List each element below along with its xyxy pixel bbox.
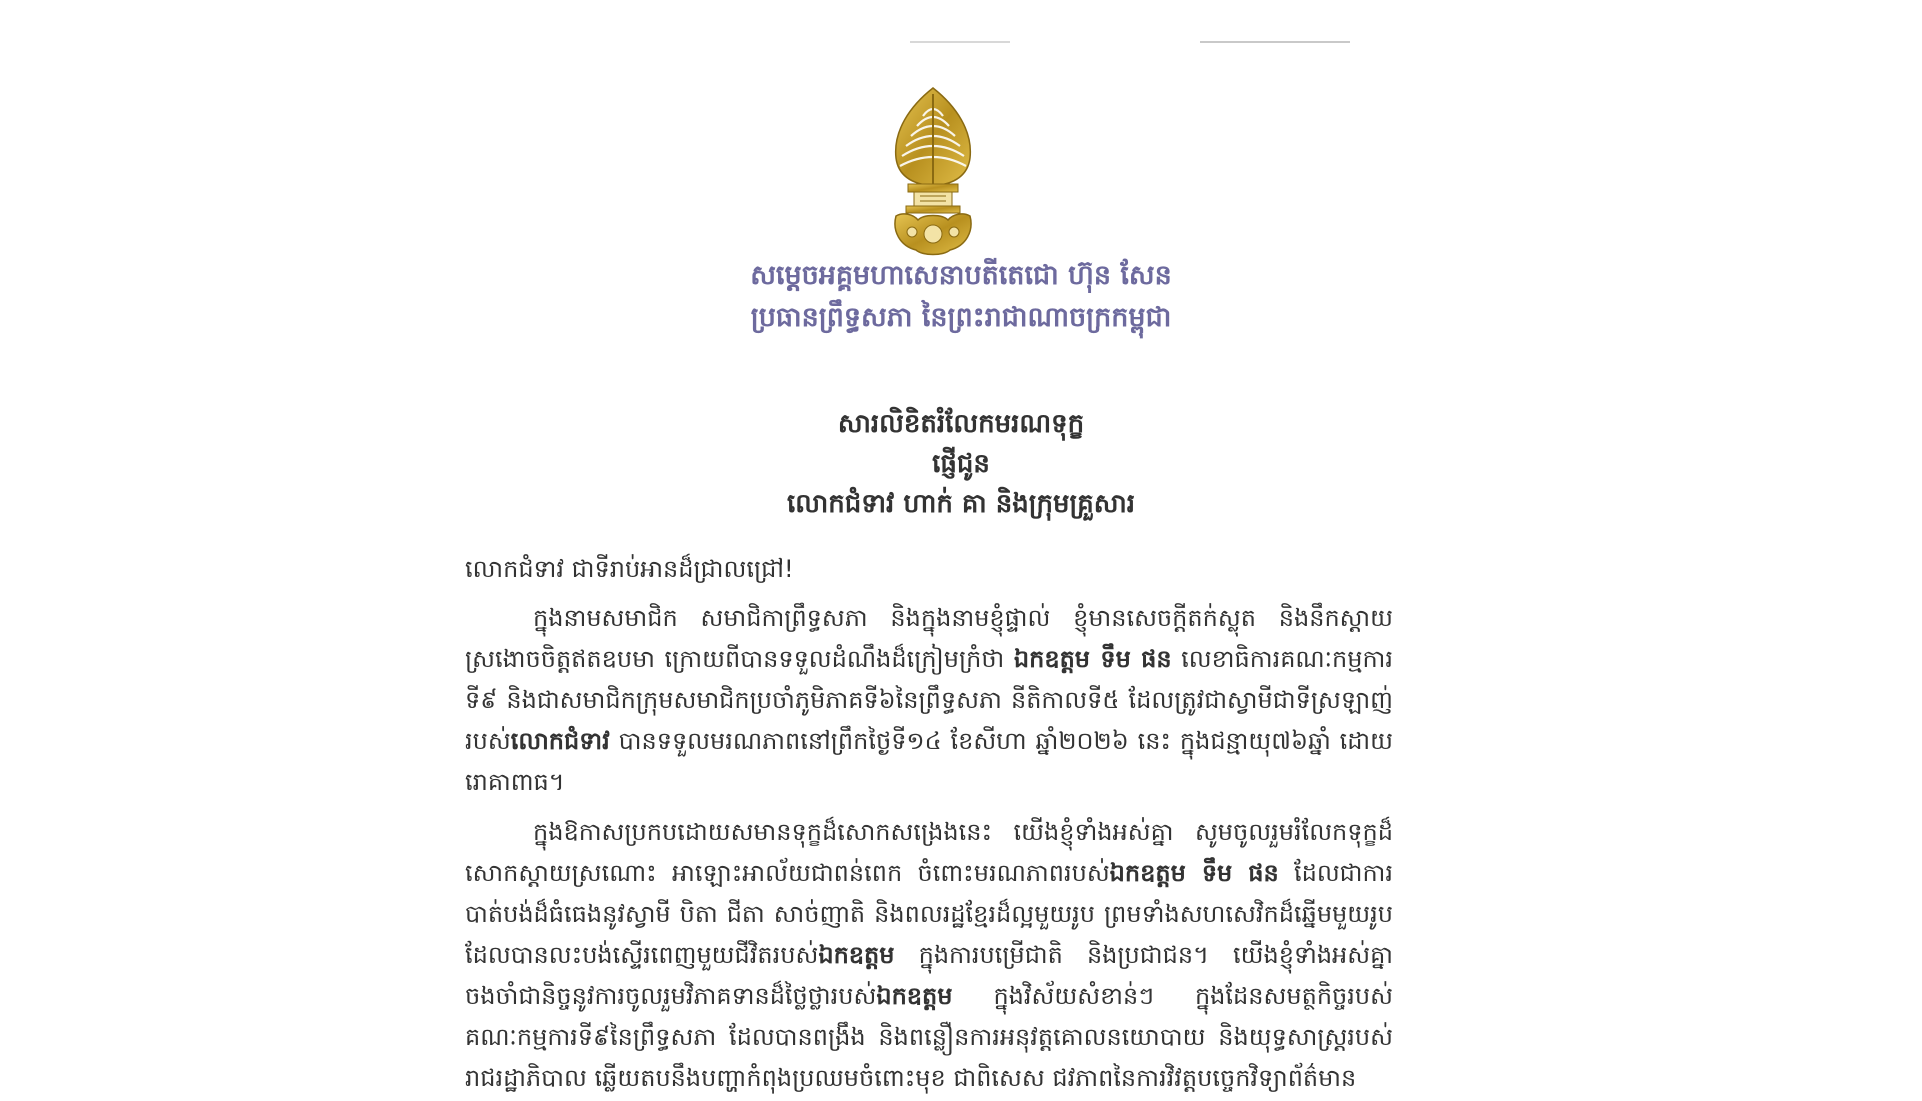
scan-artifact-line [1200,41,1350,43]
paragraph-1 [465,598,1393,803]
paragraph-2 [465,812,1393,1099]
paragraph-text: ដែលជាការបាត់បង់ដ៏ធំធេងនូវស្វាមី បិតា ជីតា សាច់ញាតិ និងពលរដ្ឋខ្មែរដ៏ល្អមួយរូប ព្រមទាំងសហសេវិកដ៏ឆ្នើមមួយរូប ដែលបានលះបង់ស្ទើរពេញមួយជីវិតរបស់ [465,859,1394,969]
paragraph-text: លេខាធិការគណៈកម្មការទី៩ និងជាសមាជិកក្រុមសមាជិកប្រចាំភូមិភាគទី៦នៃព្រឹទ្ធសភា នីតិកាលទី៥ ដែលត្រូវជាស្វាមីជាទីស្រឡាញ់របស់ [465,645,1393,755]
letter-title: សារលិខិតរំលែកមរណទុក្ខ [837,409,1085,439]
paragraph-text: ក្នុងការបម្រើជាតិ និងប្រជាជន។ យើងខ្ញុំទាំងអស់គ្នាចងចាំជានិច្ចនូវការចូលរួមវិភាគទានដ៏ថ្លៃថ្លារបស់ [465,941,1393,1010]
salutation: លោកជំទាវ ជាទីរាប់អានដ៏ជ្រាលជ្រៅ! [465,555,794,583]
paragraph-text: បានទទួលមរណភាពនៅព្រឹកថ្ងៃទី១៤ ខែសីហា ឆ្នាំ២០២៦ នេះ ក្នុងជន្មាយុ៧៦ឆ្នាំ ដោយរោគាពាធ។ [465,727,1393,796]
paragraph-text: ក្នុងវិស័យសំខាន់ៗ ក្នុងដែនសមត្ថកិច្ចរបស់គណៈកម្មការទី៩នៃព្រឹទ្ធសភា ដែលបានពង្រឹង និងពន្លឿនការអនុវត្តគោលនយោបាយ និងយុទ្ធសាស្ត្ររបស់រាជរដ្ឋាភិបាល ឆ្លើយតបនឹងបញ្ហាកំពុងប្រឈមចំពោះមុខ ជាពិសេស ជវភាពនៃការវិវត្តបច្ចេកវិទ្យាព័ត៌មាន [465,982,1393,1092]
recipient-name: លោកជំទាវ ហាក់ គា និងក្រុមគ្រួសារ [787,489,1135,519]
name-emphasis: ឯកឧត្តម [818,941,895,969]
name-emphasis: ឯកឧត្តម ទឹម ផន [1109,859,1279,887]
sent-to-label: ផ្ញើជូន [932,449,990,479]
sender-name: សម្តេចអគ្គមហាសេនាបតីតេជោ ហ៊ុន សែន [750,260,1172,291]
name-emphasis: ឯកឧត្តម ទឹម ផន [1013,645,1172,673]
name-emphasis: ឯកឧត្តម [876,982,953,1010]
paragraph-text: ក្នុងនាមសមាជិក សមាជិកាព្រឹទ្ធសភា និងក្នុងនាមខ្ញុំផ្ទាល់ ខ្ញុំមានសេចក្តីតក់ស្លុត និងនឹកស្តាយស្រងោចចិត្តឥតឧបមា ក្រោយពីបានទទួលដំណឹងដ៏ក្រៀមក្រំថា [465,604,1393,673]
paragraph-text: ក្នុងឱកាសប្រកបដោយសមានទុក្ខដ៏សោកសង្រេងនេះ យើងខ្ញុំទាំងអស់គ្នា សូមចូលរួមរំលែកទុក្ខដ៏សោកស្តាយស្រណោះ អាឡោះអាល័យជាពន់ពេក ចំពោះមរណភាពរបស់ [465,818,1393,887]
senate-emblem-icon [878,86,988,258]
name-emphasis: លោកជំទាវ [510,727,610,755]
sender-position: ប្រធានព្រឹទ្ធសភា នៃព្រះរាជាណាចក្រកម្ពុជា [750,302,1172,333]
scan-artifact-line [910,41,1010,43]
